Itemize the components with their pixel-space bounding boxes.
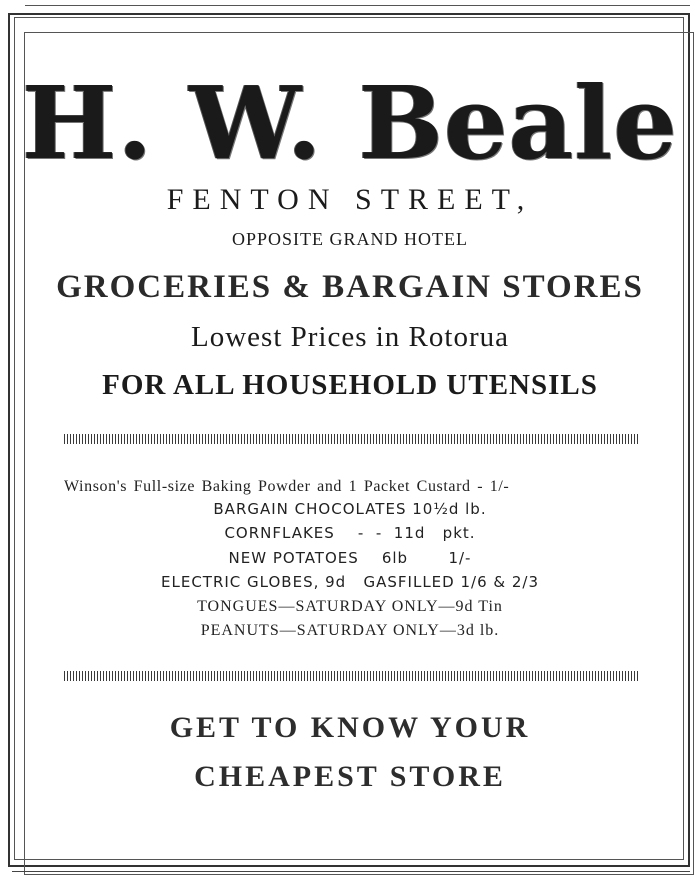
item-tongues: TONGUES—SATURDAY ONLY—9d Tin: [197, 598, 503, 615]
item-peanuts: PEANUTS—SATURDAY ONLY—3d lb.: [200, 622, 500, 639]
item-chocolates: BARGAIN CHOCOLATES 10½d lb.: [213, 500, 487, 518]
street-address: FENTON STREET,: [166, 183, 534, 216]
location-note: OPPOSITE GRAND HOTEL: [232, 229, 468, 249]
item-potatoes: NEW POTATOES 6lb 1/-: [228, 549, 472, 567]
closing-line-1: GET TO KNOW YOUR: [169, 711, 531, 744]
dotted-divider-bottom: [64, 671, 640, 681]
bottom-rule: [12, 871, 690, 872]
closing-line-2: CHEAPEST STORE: [194, 760, 506, 793]
slogan: Lowest Prices in Rotorua: [191, 321, 509, 353]
top-rule: [25, 5, 690, 6]
store-name: H. W. Beale: [21, 64, 679, 182]
item-cornflakes: CORNFLAKES - - 11d pkt.: [224, 524, 476, 542]
item-baking-powder: Winson's Full-size Baking Powder and 1 Packet Custard - 1/-: [64, 478, 510, 495]
utensils-line: FOR ALL HOUSEHOLD UTENSILS: [102, 369, 598, 401]
item-electric-globes: ELECTRIC GLOBES, 9d GASFILLED 1/6 & 2/3: [161, 573, 539, 591]
business-type: GROCERIES & BARGAIN STORES: [56, 269, 644, 305]
dotted-divider: [64, 434, 640, 444]
